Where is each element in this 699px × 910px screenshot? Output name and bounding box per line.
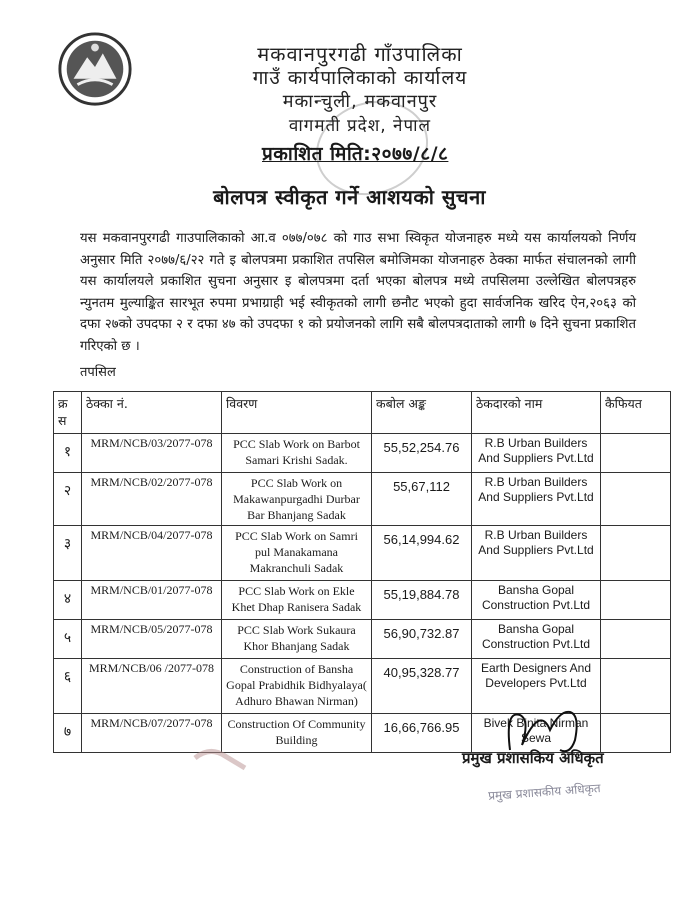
table-row xyxy=(54,526,671,581)
cell-desc: PCC Slab Work on Ekle Khet Dhap Ranisera Sadak xyxy=(222,581,372,620)
office-subtitle: गाउँ कार्यपालिकाको कार्यालय xyxy=(252,67,468,89)
cell-sn: ६ xyxy=(54,659,82,714)
nepal-emblem-logo xyxy=(56,30,134,108)
cell-desc: PCC Slab Work on Barbot Samari Krishi Sadak. xyxy=(222,434,372,473)
cell-amount: 55,67,112 xyxy=(372,473,472,526)
cell-sn: २ xyxy=(54,473,82,526)
table-row xyxy=(54,473,671,526)
cell-contractor: R.B Urban Builders And Suppliers Pvt.Ltd xyxy=(472,434,601,473)
cell-contractor: Bansha Gopal Construction Pvt.Ltd xyxy=(472,620,601,659)
cell-remark xyxy=(601,620,671,659)
cell-remark xyxy=(601,714,671,753)
cell-sn: ३ xyxy=(54,526,82,581)
cell-amount: 40,95,328.77 xyxy=(372,659,472,714)
cell-desc: PCC Slab Work Sukaura Khor Bhanjang Sadak xyxy=(222,620,372,659)
col-header-contractor: ठेकदारको नाम xyxy=(472,392,601,434)
office-name: मकवानपुरगढी गाँउपालिका xyxy=(257,42,463,66)
col-header-sn: क्र स xyxy=(54,392,82,434)
signatory-stamp: प्रमुख प्रशासकीय अधिकृत xyxy=(487,781,602,803)
cell-contractor: Bansha Gopal Construction Pvt.Ltd xyxy=(472,581,601,620)
notice-title: बोलपत्र स्वीकृत गर्ने आशयको सुचना xyxy=(213,185,486,209)
cell-ref: MRM/NCB/06 /2077-078 xyxy=(82,659,222,714)
cell-sn: ४ xyxy=(54,581,82,620)
published-date: प्रकाशित मिति:२०७७/८/८ xyxy=(262,143,449,165)
col-header-desc: विवरण xyxy=(222,392,372,434)
table-row xyxy=(54,581,671,620)
cell-remark xyxy=(601,659,671,714)
office-province: वागमती प्रदेश, नेपाल xyxy=(288,116,432,136)
cell-sn: १ xyxy=(54,434,82,473)
cell-sn: ७ xyxy=(54,714,82,753)
cell-desc: Construction of Bansha Gopal Prabidhik Bidhyalaya( Adhuro Bhawan Nirman) xyxy=(222,659,372,714)
bid-table xyxy=(53,391,671,753)
cell-desc: Construction Of Community Building xyxy=(222,714,372,753)
cell-desc: PCC Slab Work on Samri pul Manakamana Makranchuli Sadak xyxy=(222,526,372,581)
table-row xyxy=(54,620,671,659)
cell-amount: 55,19,884.78 xyxy=(372,581,472,620)
cell-amount: 56,90,732.87 xyxy=(372,620,472,659)
cell-amount: 16,66,766.95 xyxy=(372,714,472,753)
cell-contractor: R.B Urban Builders And Suppliers Pvt.Ltd xyxy=(472,526,601,581)
cell-ref: MRM/NCB/03/2077-078 xyxy=(82,434,222,473)
ink-smudge xyxy=(190,738,250,778)
cell-ref: MRM/NCB/02/2077-078 xyxy=(82,473,222,526)
office-address: मकान्चुली, मकवानपुर xyxy=(282,91,438,112)
cell-contractor: Bivek Binita Nirman Sewa xyxy=(472,714,601,753)
cell-remark xyxy=(601,526,671,581)
signatory-title: प्रमुख प्रशासकिय अधिकृत xyxy=(462,749,604,767)
cell-amount: 55,52,254.76 xyxy=(372,434,472,473)
col-header-ref: ठेक्का नं. xyxy=(82,392,222,434)
cell-remark xyxy=(601,434,671,473)
table-caption: तपसिल xyxy=(80,365,116,380)
cell-sn: ५ xyxy=(54,620,82,659)
cell-amount: 56,14,994.62 xyxy=(372,526,472,581)
cell-remark xyxy=(601,581,671,620)
cell-ref: MRM/NCB/07/2077-078 xyxy=(82,714,222,753)
cell-contractor: R.B Urban Builders And Suppliers Pvt.Ltd xyxy=(472,473,601,526)
col-header-amount: कबोल अङ्क xyxy=(372,392,472,434)
cell-remark xyxy=(601,473,671,526)
notice-body: यस मकवानपुरगढी गाउपालिकाको आ.व ०७७/०७८ को गाउ सभा स्विकृत योजनाहरु मध्ये यस कार्यालयको निर्णय अनुसार मिति २०७७/६/२२ गते इ बोलपत्रमा प्रकाशित तपसिल बमोजिमका योजनाहरु ठेक्का मार्फत संचालनको लागी यस कार्यालयले प्रकाशित सुचना अनुसार इ बोलपत्रमा दर्ता भएका बोलपत्र मध्ये तपसिलमा उल्लेखित बोलपत्रहरु न्युनतम मुल्याङ्कित सारभूत रुपमा प्रभाग्राही भई स्वीकृतको लागी छनौट भएको हुदा सार्वजनिक खरिद ऐन,२०६३ को दफा २७को उपदफा २ र दफा ४७ को उपदफा १ को प्रयोजनको लागि सबै बोलपत्रदाताको लागी ७ दिने सुचना प्रकाशित गरिएको छ । xyxy=(80,231,636,354)
cell-ref: MRM/NCB/04/2077-078 xyxy=(82,526,222,581)
cell-ref: MRM/NCB/05/2077-078 xyxy=(82,620,222,659)
cell-desc: PCC Slab Work on Makawanpurgadhi Durbar Bar Bhanjang Sadak xyxy=(222,473,372,526)
cell-ref: MRM/NCB/01/2077-078 xyxy=(82,581,222,620)
col-header-remark: कैफियत xyxy=(601,392,671,434)
table-header-row xyxy=(54,392,671,434)
table-row xyxy=(54,434,671,473)
cell-contractor: Earth Designers And Developers Pvt.Ltd xyxy=(472,659,601,714)
